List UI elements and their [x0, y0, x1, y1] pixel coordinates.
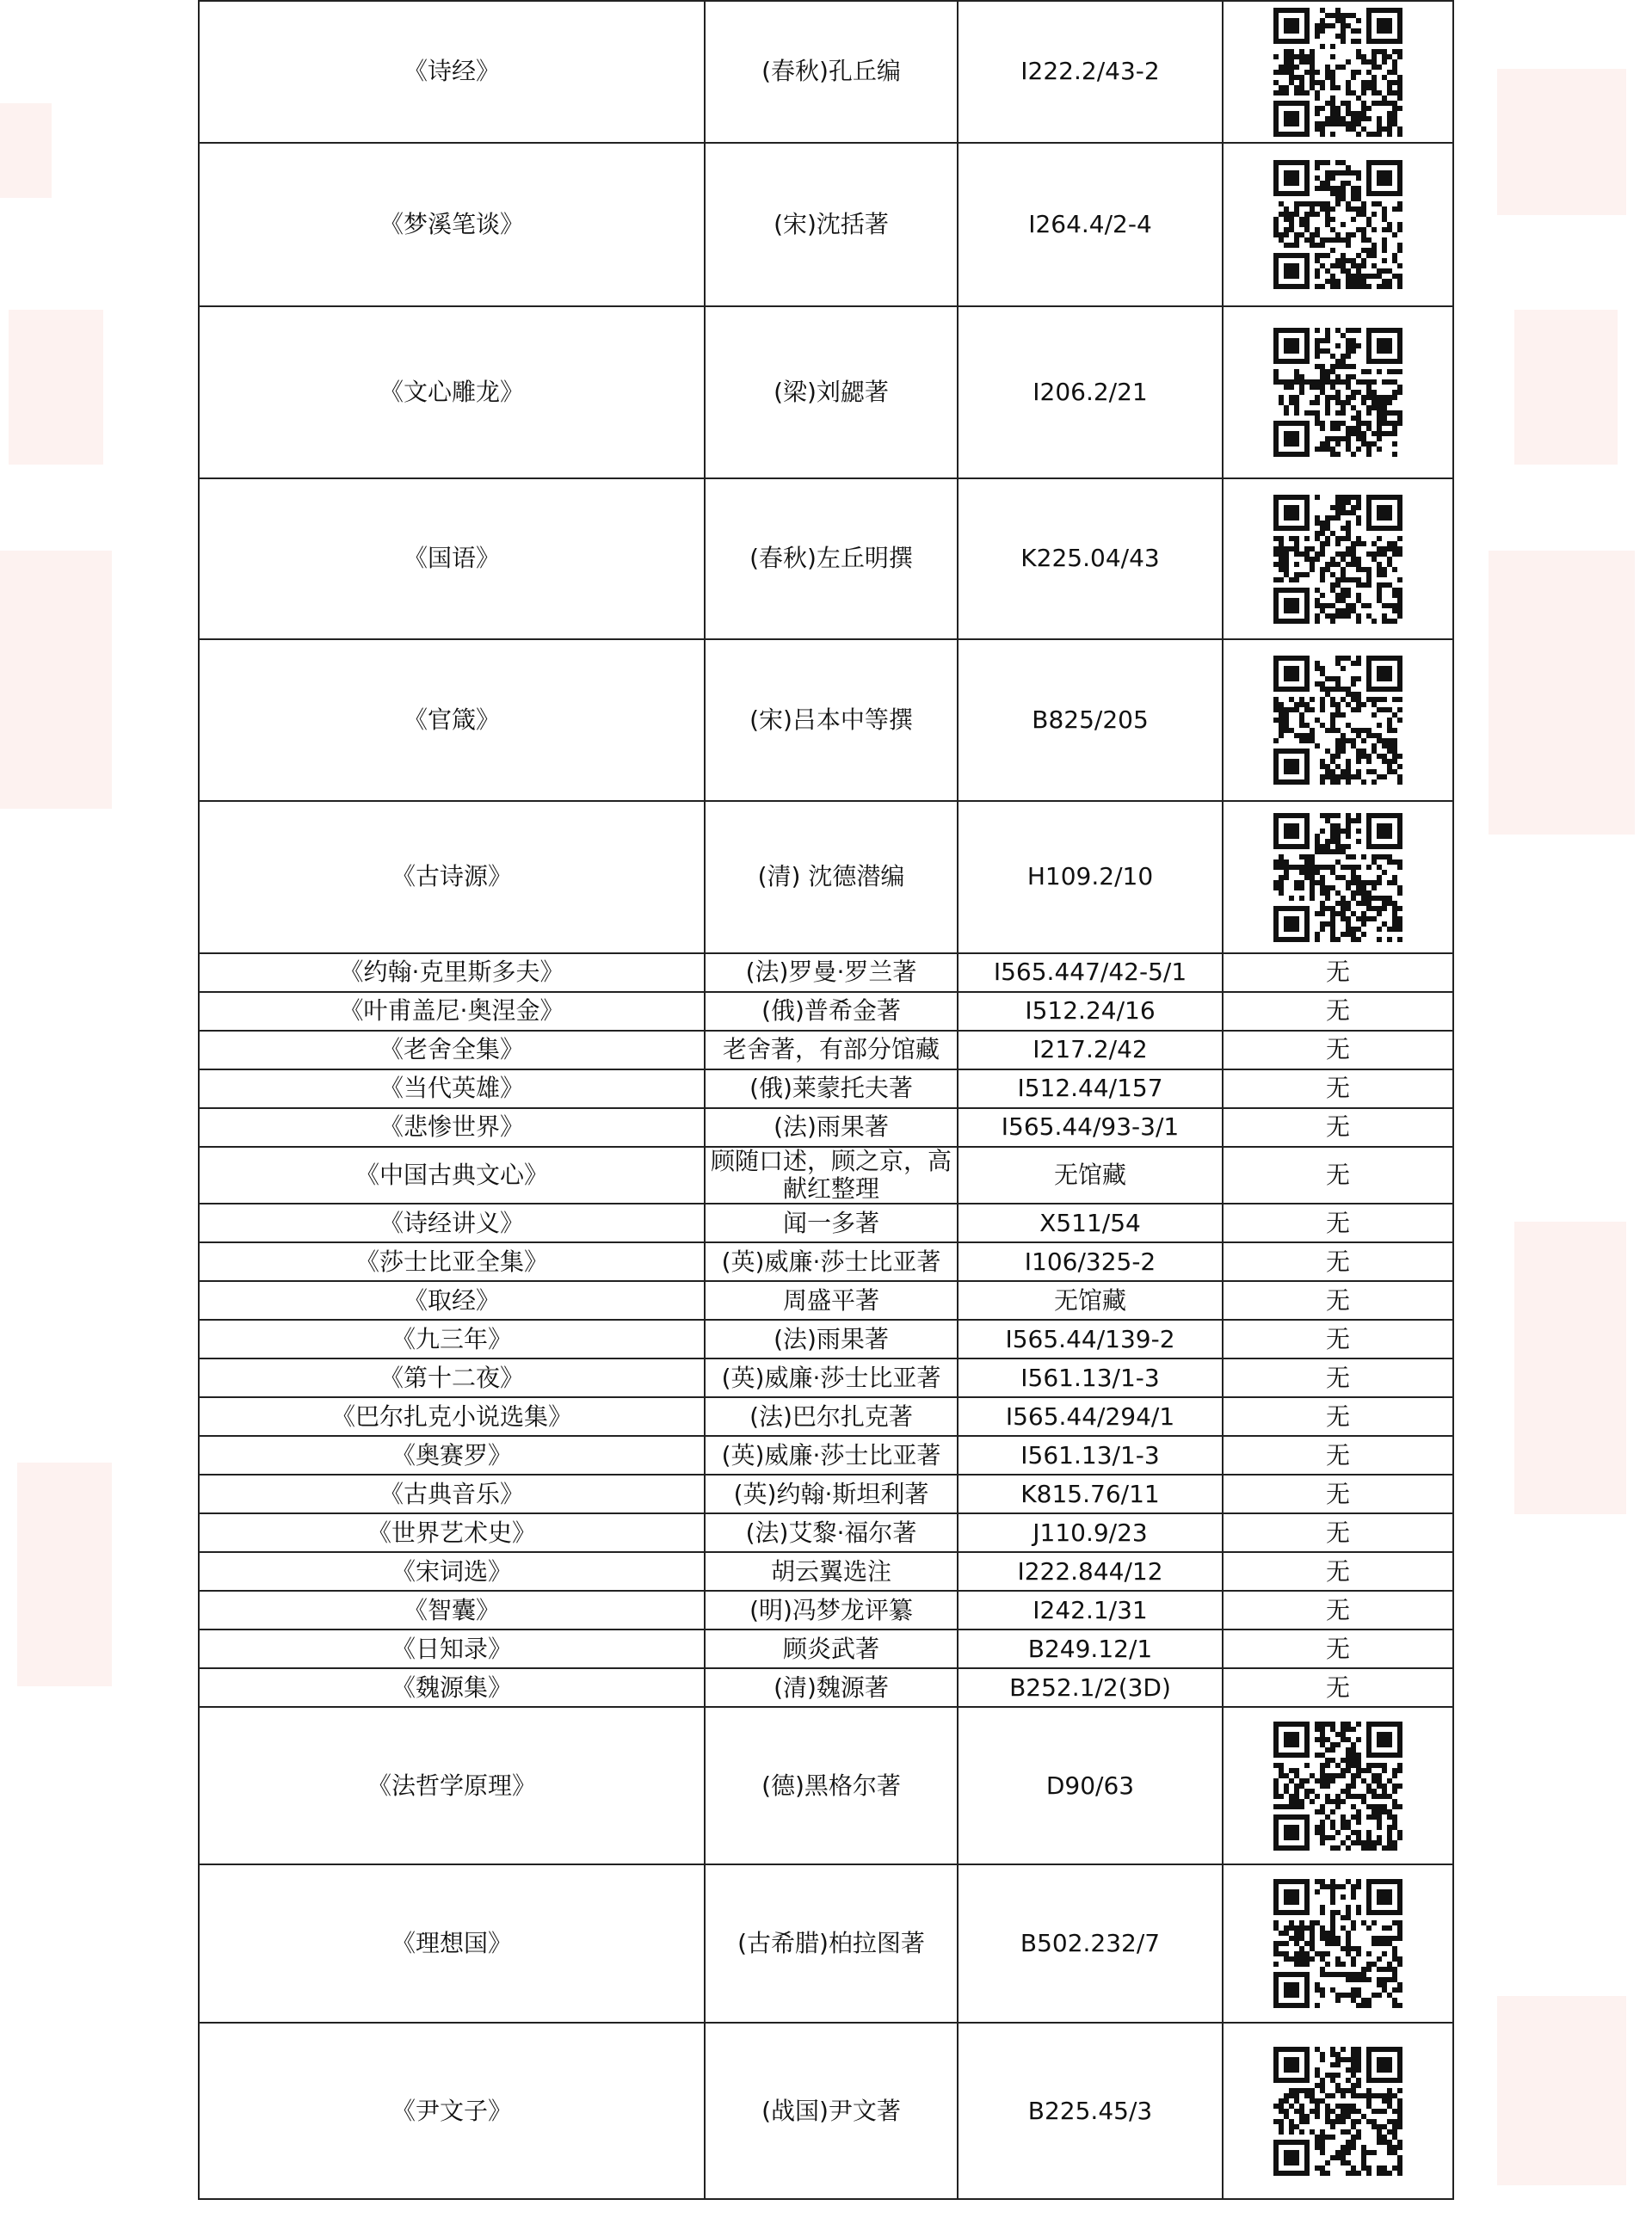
qr-cell: 无 — [1223, 1147, 1453, 1204]
book-author — [705, 1031, 958, 1069]
qr-cell[interactable] — [1223, 639, 1453, 801]
qr-cell: 无 — [1223, 1242, 1453, 1281]
qr-code-icon[interactable] — [1273, 2047, 1402, 2176]
book-author-text: (俄)普希金著 — [761, 996, 901, 1026]
book-author — [705, 1513, 958, 1552]
book-author — [705, 1147, 958, 1204]
book-list-body — [199, 1, 1453, 2199]
book-author — [705, 953, 958, 992]
book-title: 《梦溪笔谈》 — [199, 143, 705, 306]
book-author-text: (明)冯梦龙评纂 — [749, 1595, 913, 1624]
table-row — [199, 1436, 1453, 1475]
qr-cell: 无 — [1223, 1204, 1453, 1242]
book-title: 《宋词选》 — [199, 1552, 705, 1591]
book-author — [705, 1668, 958, 1707]
book-title: 《魏源集》 — [199, 1668, 705, 1707]
call-number: I565.44/139-2 — [958, 1320, 1223, 1358]
call-number: I222.2/43-2 — [958, 1, 1223, 143]
book-author-text: (春秋)孔丘编 — [761, 57, 901, 86]
call-number: B252.1/2(3D) — [958, 1668, 1223, 1707]
book-title: 《莎士比亚全集》 — [199, 1242, 705, 1281]
book-author-text: 闻一多著 — [782, 1208, 879, 1237]
book-title: 《九三年》 — [199, 1320, 705, 1358]
book-author — [705, 1707, 958, 1864]
call-number: I565.44/93-3/1 — [958, 1108, 1223, 1147]
book-title: 《巴尔扎克小说选集》 — [199, 1397, 705, 1436]
book-author — [705, 1475, 958, 1513]
book-author-text: (清)魏源著 — [774, 1673, 889, 1702]
book-title: 《第十二夜》 — [199, 1358, 705, 1397]
book-author-text: (梁)刘勰著 — [774, 377, 889, 406]
call-number: B825/205 — [958, 639, 1223, 801]
qr-code-icon[interactable] — [1273, 656, 1402, 785]
call-number: I222.844/12 — [958, 1552, 1223, 1591]
book-author-text: (俄)莱蒙托夫著 — [749, 1074, 913, 1103]
book-author — [705, 1242, 958, 1281]
table-row — [199, 1358, 1453, 1397]
table-row — [199, 1707, 1453, 1864]
table-row — [199, 1864, 1453, 2023]
book-author-text: (德)黑格尔著 — [761, 1771, 901, 1800]
book-author-text: (法)艾黎·福尔著 — [745, 1518, 917, 1547]
book-title: 《诗经》 — [199, 1, 705, 143]
qr-cell[interactable] — [1223, 2023, 1453, 2199]
qr-code-icon[interactable] — [1273, 1879, 1402, 2008]
qr-cell: 无 — [1223, 1281, 1453, 1320]
table-row — [199, 143, 1453, 306]
book-author-text: (清) 沈德潜编 — [757, 862, 905, 891]
table-row — [199, 1668, 1453, 1707]
book-author-text: (宋)沈括著 — [774, 209, 889, 238]
call-number: B502.232/7 — [958, 1864, 1223, 2023]
table-row — [199, 1108, 1453, 1147]
book-author-text: 顾随口述，顾之京，高献红整理 — [711, 1147, 952, 1204]
call-number: B249.12/1 — [958, 1629, 1223, 1668]
book-list-table — [198, 0, 1454, 2200]
book-title: 《文心雕龙》 — [199, 306, 705, 478]
book-author-text: (法)罗曼·罗兰著 — [745, 958, 917, 987]
call-number: I217.2/42 — [958, 1031, 1223, 1069]
book-title: 《官箴》 — [199, 639, 705, 801]
book-author — [705, 1281, 958, 1320]
table-row — [199, 1242, 1453, 1281]
table-row — [199, 1147, 1453, 1204]
qr-cell[interactable] — [1223, 1707, 1453, 1864]
qr-cell: 无 — [1223, 1513, 1453, 1552]
book-author-text: (古希腊)柏拉图著 — [737, 1929, 925, 1958]
book-author-text: (英)威廉·莎士比亚著 — [721, 1247, 941, 1276]
book-title: 《尹文子》 — [199, 2023, 705, 2199]
book-author — [705, 1320, 958, 1358]
call-number: J110.9/23 — [958, 1513, 1223, 1552]
book-author — [705, 992, 958, 1031]
table-row — [199, 1475, 1453, 1513]
book-title: 《智囊》 — [199, 1591, 705, 1629]
qr-cell: 无 — [1223, 1358, 1453, 1397]
qr-cell: 无 — [1223, 1591, 1453, 1629]
table-row — [199, 1031, 1453, 1069]
book-title: 《诗经讲义》 — [199, 1204, 705, 1242]
book-author-text: (法)巴尔扎克著 — [749, 1402, 913, 1431]
book-author-text: 老舍著，有部分馆藏 — [722, 1035, 940, 1064]
qr-code-icon[interactable] — [1273, 8, 1402, 137]
book-author-text: 周盛平著 — [782, 1285, 879, 1315]
call-number: I565.447/42-5/1 — [958, 953, 1223, 992]
table-row — [199, 953, 1453, 992]
qr-code-icon[interactable] — [1273, 1722, 1402, 1851]
book-author — [705, 2023, 958, 2199]
book-author-text: 胡云翼选注 — [770, 1556, 891, 1586]
call-number: H109.2/10 — [958, 801, 1223, 953]
table-row — [199, 1629, 1453, 1668]
qr-cell: 无 — [1223, 1108, 1453, 1147]
call-number: X511/54 — [958, 1204, 1223, 1242]
call-number: I561.13/1-3 — [958, 1436, 1223, 1475]
book-author-text: (春秋)左丘明撰 — [749, 544, 913, 573]
book-author — [705, 639, 958, 801]
call-number: I512.44/157 — [958, 1069, 1223, 1108]
book-author — [705, 1358, 958, 1397]
call-number: I206.2/21 — [958, 306, 1223, 478]
book-author — [705, 1, 958, 143]
qr-code-icon[interactable] — [1273, 160, 1402, 289]
book-title: 《悲惨世界》 — [199, 1108, 705, 1147]
book-title: 《老舍全集》 — [199, 1031, 705, 1069]
call-number: I561.13/1-3 — [958, 1358, 1223, 1397]
qr-cell: 无 — [1223, 1031, 1453, 1069]
book-author-text: (法)雨果著 — [774, 1112, 889, 1142]
book-title: 《理想国》 — [199, 1864, 705, 2023]
table-row — [199, 478, 1453, 639]
call-number: I512.24/16 — [958, 992, 1223, 1031]
qr-cell: 无 — [1223, 1475, 1453, 1513]
table-row — [199, 1320, 1453, 1358]
qr-code-icon[interactable] — [1273, 495, 1402, 624]
qr-cell: 无 — [1223, 1069, 1453, 1108]
qr-code-icon[interactable] — [1273, 328, 1402, 457]
qr-cell[interactable] — [1223, 306, 1453, 478]
qr-cell[interactable] — [1223, 478, 1453, 639]
book-author — [705, 1552, 958, 1591]
book-author — [705, 1591, 958, 1629]
qr-cell[interactable] — [1223, 1864, 1453, 2023]
book-author — [705, 1069, 958, 1108]
table-row — [199, 2023, 1453, 2199]
qr-cell: 无 — [1223, 953, 1453, 992]
call-number: D90/63 — [958, 1707, 1223, 1864]
call-number: B225.45/3 — [958, 2023, 1223, 2199]
book-author — [705, 478, 958, 639]
table-row — [199, 1513, 1453, 1552]
qr-cell: 无 — [1223, 1668, 1453, 1707]
qr-cell: 无 — [1223, 1436, 1453, 1475]
qr-cell[interactable] — [1223, 143, 1453, 306]
call-number: 无馆藏 — [958, 1147, 1223, 1204]
qr-cell[interactable] — [1223, 801, 1453, 953]
book-title: 《世界艺术史》 — [199, 1513, 705, 1552]
qr-cell: 无 — [1223, 1320, 1453, 1358]
book-title: 《中国古典文心》 — [199, 1147, 705, 1204]
table-row — [199, 1552, 1453, 1591]
qr-cell: 无 — [1223, 1552, 1453, 1591]
qr-cell: 无 — [1223, 1397, 1453, 1436]
qr-code-icon[interactable] — [1273, 813, 1402, 942]
book-author — [705, 1629, 958, 1668]
book-title: 《奥赛罗》 — [199, 1436, 705, 1475]
table-row — [199, 801, 1453, 953]
book-author-text: (英)威廉·莎士比亚著 — [721, 1363, 941, 1392]
book-author-text: (战国)尹文著 — [761, 2096, 901, 2125]
book-author — [705, 1108, 958, 1147]
book-title: 《日知录》 — [199, 1629, 705, 1668]
book-title: 《当代英雄》 — [199, 1069, 705, 1108]
call-number: I242.1/31 — [958, 1591, 1223, 1629]
call-number: I106/325-2 — [958, 1242, 1223, 1281]
table-row — [199, 1, 1453, 143]
book-author — [705, 1397, 958, 1436]
book-author — [705, 306, 958, 478]
book-title: 《叶甫盖尼·奥涅金》 — [199, 992, 705, 1031]
qr-cell[interactable] — [1223, 1, 1453, 143]
book-author-text: (法)雨果著 — [774, 1324, 889, 1353]
book-author — [705, 1864, 958, 2023]
table-row — [199, 992, 1453, 1031]
book-author-text: (宋)吕本中等撰 — [749, 705, 913, 734]
book-author — [705, 1204, 958, 1242]
table-row — [199, 1204, 1453, 1242]
qr-cell: 无 — [1223, 992, 1453, 1031]
call-number: 无馆藏 — [958, 1281, 1223, 1320]
book-author-text: 顾炎武著 — [782, 1634, 879, 1663]
table-row — [199, 1591, 1453, 1629]
book-title: 《国语》 — [199, 478, 705, 639]
book-title: 《法哲学原理》 — [199, 1707, 705, 1864]
book-title: 《约翰·克里斯多夫》 — [199, 953, 705, 992]
call-number: I565.44/294/1 — [958, 1397, 1223, 1436]
book-author-text: (英)约翰·斯坦利著 — [733, 1479, 929, 1508]
call-number: I264.4/2-4 — [958, 143, 1223, 306]
book-title: 《古典音乐》 — [199, 1475, 705, 1513]
table-row — [199, 1281, 1453, 1320]
call-number: K225.04/43 — [958, 478, 1223, 639]
book-author-text: (英)威廉·莎士比亚著 — [721, 1440, 941, 1469]
book-author — [705, 143, 958, 306]
book-author — [705, 801, 958, 953]
table-row — [199, 639, 1453, 801]
table-row — [199, 1397, 1453, 1436]
call-number: K815.76/11 — [958, 1475, 1223, 1513]
book-author — [705, 1436, 958, 1475]
book-title: 《取经》 — [199, 1281, 705, 1320]
book-title: 《古诗源》 — [199, 801, 705, 953]
table-row — [199, 1069, 1453, 1108]
qr-cell: 无 — [1223, 1629, 1453, 1668]
table-row — [199, 306, 1453, 478]
